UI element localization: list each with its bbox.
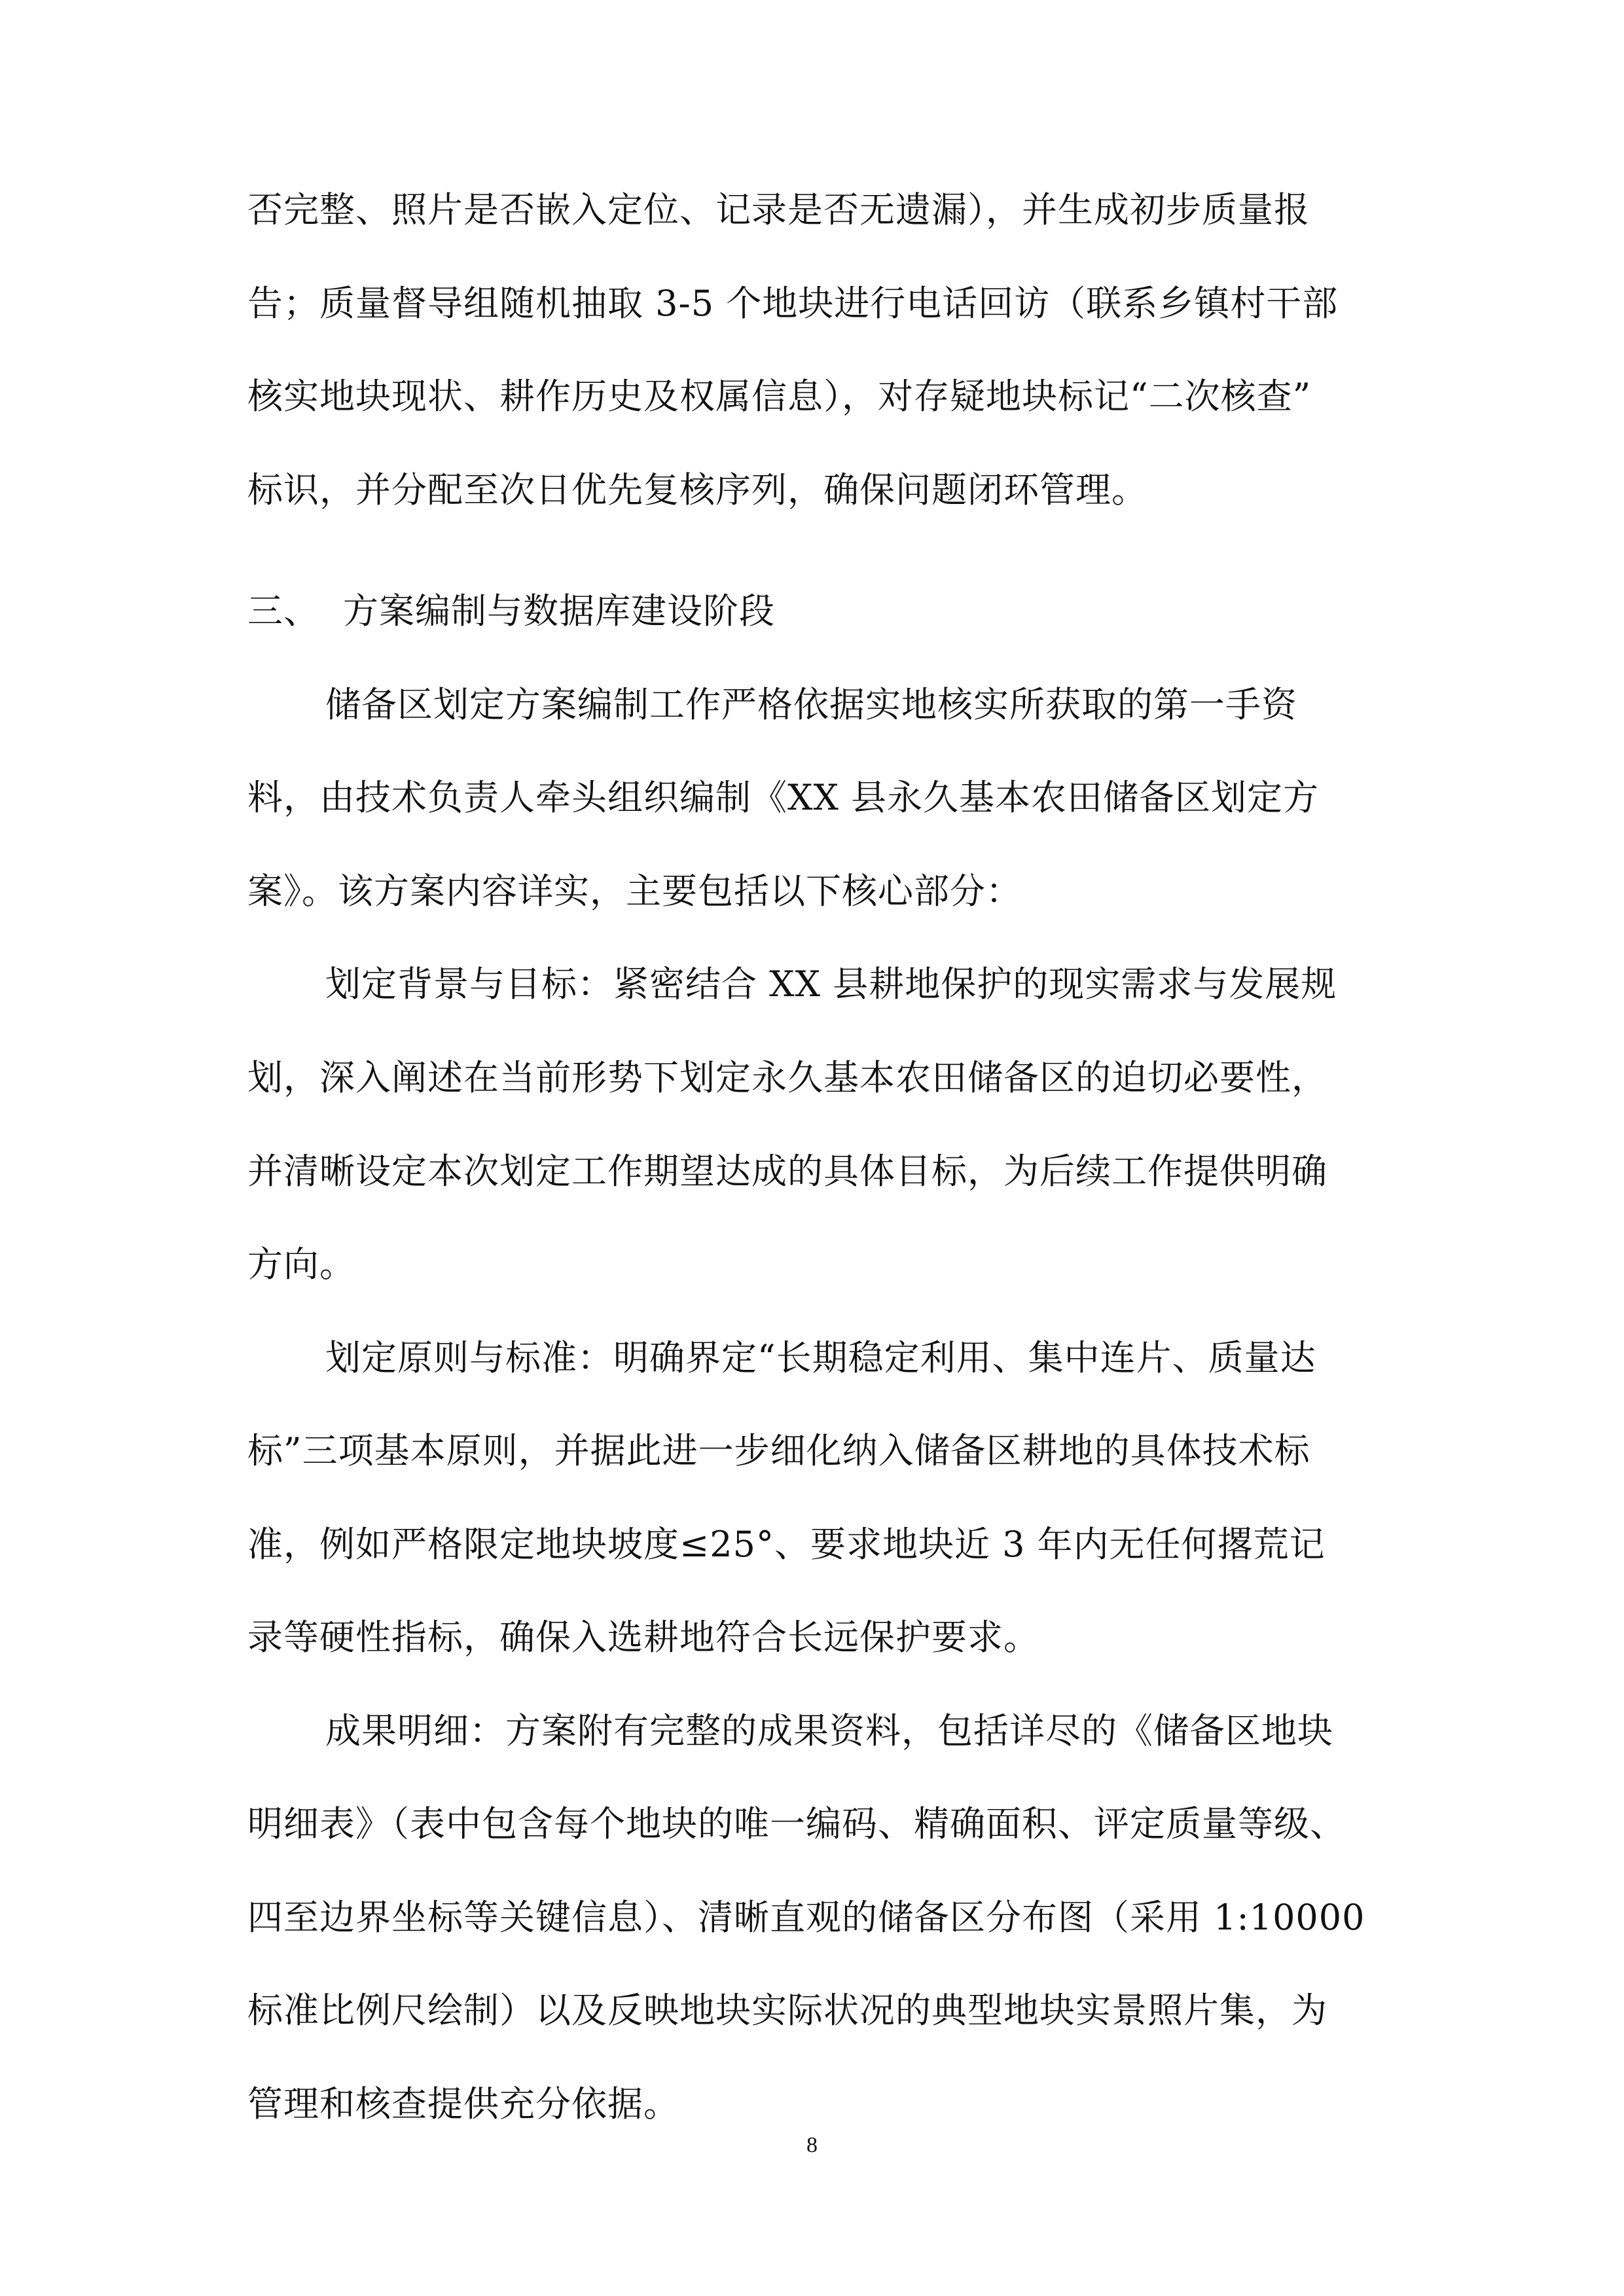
background-line-1: 划定背景与目标：紧密结合 XX 县耕地保护的现实需求与发展规 xyxy=(325,963,1337,1005)
section-heading-number: 三、 xyxy=(247,590,319,632)
intro-line-2: 料，由技术负责人牵头组织编制《XX 县永久基本农田储备区划定方 xyxy=(247,777,1320,818)
background-line-2: 划，深入阐述在当前形势下划定永久基本农田储备区的迫切必要性， xyxy=(247,1057,1327,1098)
intro-line-3: 案》。该方案内容详实，主要包括以下核心部分： xyxy=(247,870,1022,912)
intro-line-1: 储备区划定方案编制工作严格依据实地核实所获取的第一手资 xyxy=(325,684,1297,725)
results-line-1: 成果明细：方案附有完整的成果资料，包括详尽的《储备区地块 xyxy=(325,1710,1333,1751)
page-number: 8 xyxy=(806,2133,818,2157)
principles-line-2: 标”三项基本原则，并据此进一步细化纳入储备区耕地的具体技术标 xyxy=(247,1430,1310,1471)
principles-line-3: 准，例如严格限定地块坡度≤25°、要求地块近 3 年内无任何撂荒记 xyxy=(247,1524,1326,1565)
background-line-3: 并清晰设定本次划定工作期望达成的具体目标，为后续工作提供明确 xyxy=(247,1151,1327,1192)
carryover-line-1: 否完整、照片是否嵌入定位、记录是否无遗漏），并生成初步质量报 xyxy=(247,189,1310,230)
carryover-line-3: 核实地块现状、耕作历史及权属信息），对存疑地块标记“二次核查” xyxy=(247,376,1312,417)
carryover-line-4: 标识，并分配至次日优先复核序列，确保问题闭环管理。 xyxy=(247,469,1147,511)
carryover-line-2: 告；质量督导组随机抽取 3-5 个地块进行电话回访（联系乡镇村干部 xyxy=(247,283,1339,324)
results-line-3: 四至边界坐标等关键信息）、清晰直观的储备区分布图（采用 1:10000 xyxy=(247,1897,1365,1938)
section-heading xyxy=(247,588,775,634)
principles-line-1: 划定原则与标准：明确界定“长期稳定利用、集中连片、质量达 xyxy=(325,1337,1316,1378)
section-heading-title: 方案编制与数据库建设阶段 xyxy=(343,590,775,632)
principles-line-4: 录等硬性指标，确保入选耕地符合长远保护要求。 xyxy=(247,1617,1039,1658)
results-line-5: 管理和核查提供充分依据。 xyxy=(247,2083,679,2125)
background-line-4: 方向。 xyxy=(247,1244,355,1285)
results-line-4: 标准比例尺绘制）以及反映地块实际状况的典型地块实景照片集，为 xyxy=(247,1990,1327,2031)
results-line-2: 明细表》（表中包含每个地块的唯一编码、精确面积、评定质量等级、 xyxy=(247,1803,1346,1844)
